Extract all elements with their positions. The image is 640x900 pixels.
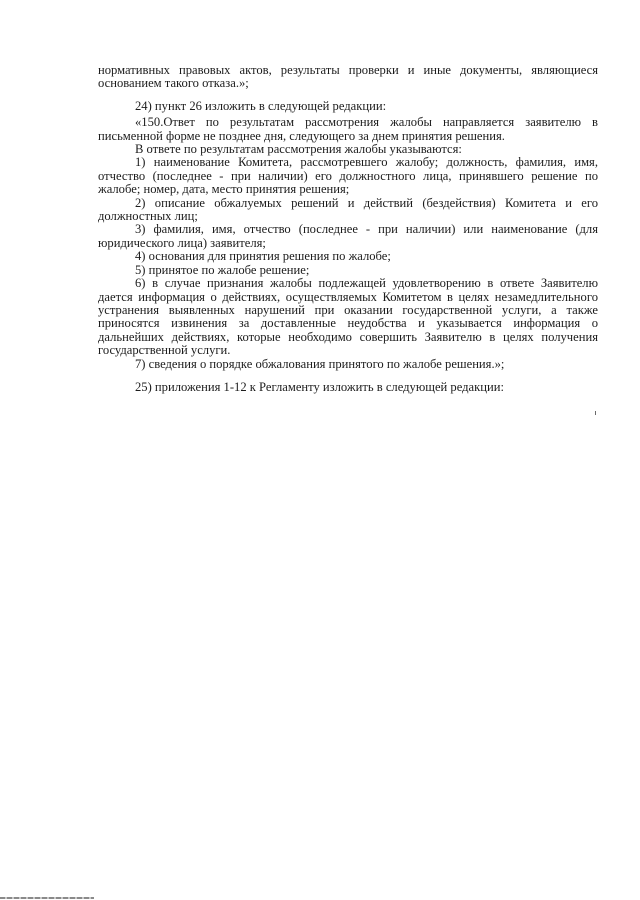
scan-mark (595, 411, 596, 415)
list-item-6: 6) в случае признания жалобы подлежащей удовлетворению в ответе Заявителю дается информация о действиях, осуществляемых Комитетом в целях незамедлительного устранения выявленных нарушений при оказании государственной услуги, а также приносятся извинения за доставленные неудобства и указывается информация о дальнейших действиях, которые необходимо совершить Заявителю в целях получения государственной услуги. (98, 276, 598, 358)
list-item-7: 7) сведения о порядке обжалования принятого по жалобе решения.»; (135, 356, 505, 371)
paragraph-continuation: нормативных правовых актов, результаты проверки и иные документы, являющиеся основанием такого отказа.»; (98, 63, 598, 91)
paragraph-item-24: 24) пункт 26 изложить в следующей редакции: (135, 98, 387, 113)
list-item-2: 2) описание обжалуемых решений и действий (бездействия) Комитета и его должностных лиц; (98, 195, 598, 224)
scan-edge-stripe (0, 897, 94, 899)
paragraph-clause-150: «150.Ответ по результатам рассмотрения жалобы направляется заявителю в письменной форме не позднее дня, следующего за днем принятия решения. (98, 115, 598, 143)
list-item-1: 1) наименование Комитета, рассмотревшего жалобу; должность, фамилия, имя, отчество (последнее - при наличии) его должностного лица, принявшего решение по жалобе; номер, дата, место принятия решения; (98, 155, 598, 197)
document-body (98, 64, 598, 394)
list-item-3: 3) фамилия, имя, отчество (последнее - при наличии) или наименование (для юридического лица) заявителя; (98, 222, 598, 250)
paragraph-answer-contents: В ответе по результатам рассмотрения жалобы указываются: (135, 142, 462, 157)
list-item-5: 5) принятое по жалобе решение; (135, 262, 310, 277)
paragraph-item-25: 25) приложения 1-12 к Регламенту изложить в следующей редакции: (135, 379, 504, 394)
list-item-4: 4) основания для принятия решения по жалобе; (135, 249, 391, 264)
